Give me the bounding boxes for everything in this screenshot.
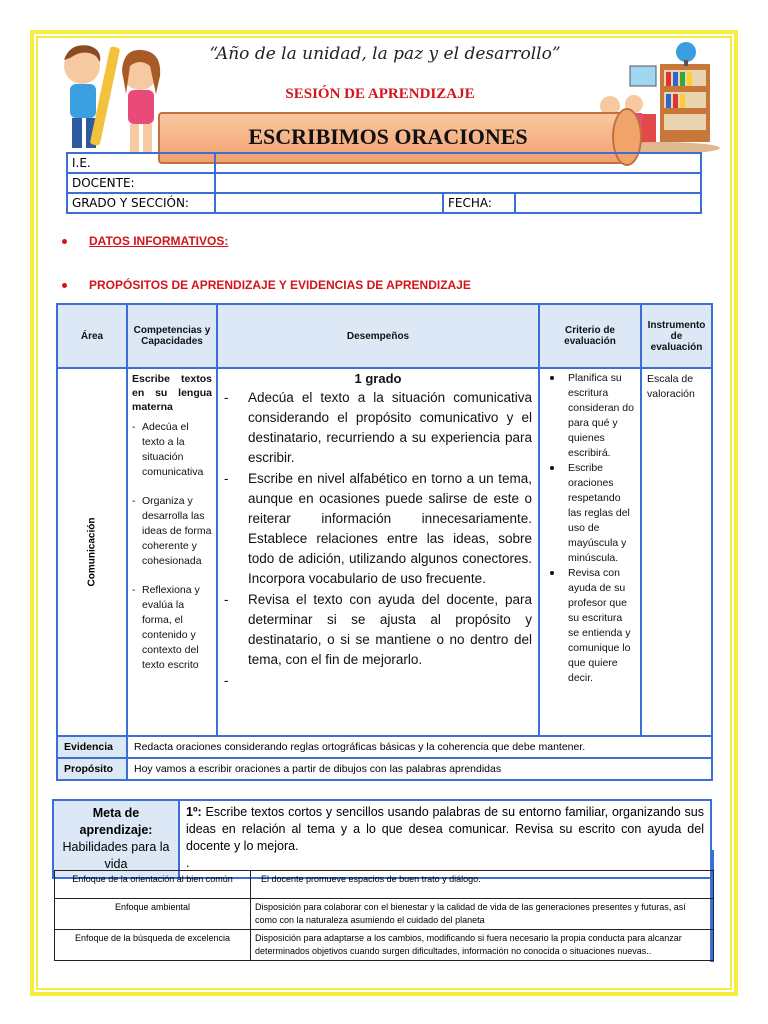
- criterio-item: Revisa con ayuda de su profesor que su escritura se entienda y comunique lo que quiere decir.: [544, 566, 636, 686]
- ie-value: [215, 153, 701, 173]
- section-datos: DATOS INFORMATIVOS:: [62, 234, 228, 248]
- meta-section: [52, 799, 716, 879]
- capacidad-item: - Reflexiona y evalúa la forma, el contenido y contexto del texto escrito: [132, 583, 212, 673]
- evidencia-label: Evidencia: [57, 736, 127, 758]
- section-propositos: PROPÓSITOS DE APRENDIZAJE Y EVIDENCIAS DE APRENDIZAJE: [62, 278, 471, 292]
- fecha-value: [515, 193, 701, 213]
- grado-heading: 1 grado: [354, 371, 402, 386]
- competencias-cell: [127, 368, 217, 736]
- header-area: Área: [57, 304, 127, 368]
- ie-label: I.E.: [67, 153, 215, 173]
- desempenos-cell: [217, 368, 539, 736]
- page-title: ESCRIBIMOS ORACIONES: [248, 124, 528, 149]
- header-desempenos: Desempeños: [217, 304, 539, 368]
- instrumento-value: Escala de valoración: [641, 368, 712, 736]
- meta-extra: .: [186, 856, 190, 870]
- enfoque-text: Disposición para colaborar con el bienestar y la calidad de vida de las generaciones presentes y futuras, así como con la naturaleza asumiendo el cuidado del planeta: [251, 899, 714, 930]
- meta-sublabel: Habilidades para la vida: [62, 840, 170, 871]
- desempeno-item: - Revisa el texto con ayuda del docente, para determinar si se ajusta al propósito y destinatario, o si se mantiene o no dentro del tema, con el fin de mejorarlo.: [224, 590, 532, 670]
- header-criterio: Criterio de evaluación: [539, 304, 641, 368]
- grado-value: [215, 193, 443, 213]
- info-table: [66, 152, 702, 214]
- desempeno-item: - Escribe en nivel alfabético en torno a un tema, aunque en ocasiones puede salirse de este o reiterar información innecesariamente. Establece relaciones entre las ideas, sobre todo de adición, utilizando algunos conectores. Incorpora vocabulario de uso frecuente.: [224, 469, 532, 589]
- propositos-table: [56, 303, 713, 781]
- meta-table: [52, 799, 712, 879]
- area-cell: [57, 368, 127, 736]
- capacidad-item: - Organiza y desarrolla las ideas de forma coherente y cohesionada: [132, 494, 212, 569]
- competencia-title: Escribe textos en su lengua materna: [132, 373, 212, 413]
- proposito-value: Hoy vamos a escribir oraciones a partir de dibujos con las palabras aprendidas: [127, 758, 712, 780]
- motto-text: “Año de la unidad, la paz y el desarrollo”: [209, 44, 561, 64]
- session-label: SESIÓN DE APRENDIZAJE: [285, 86, 475, 102]
- proposito-label: Propósito: [57, 758, 127, 780]
- meta-prefix: 1º:: [186, 805, 202, 819]
- meta-label-cell: [53, 800, 179, 878]
- capacidad-item: - Adecúa el texto a la situación comunicativa: [132, 420, 212, 480]
- meta-label: Meta de aprendizaje:: [79, 806, 153, 837]
- desempeno-item: - Adecúa el texto a la situación comunicativa considerando el propósito comunicativo y el destinatario, recurriendo a su experiencia para escribir.: [224, 388, 532, 468]
- meta-text: Escribe textos cortos y sencillos usando palabras de su entorno familiar, organizando sus ideas en relación al tema y a lo que desea comunicar. Revisa su escrito con ayuda del docente y lo mejora.: [186, 805, 704, 853]
- criterios-cell: [539, 368, 641, 736]
- enfoque-text: Disposición para adaptarse a los cambios, modificando si fuera necesario la propia conducta para alcanzar determinados objetivos cuando surgen dificultades, información no conocida o situaciones nuevas..: [251, 930, 714, 961]
- docente-label: DOCENTE:: [67, 173, 215, 193]
- criterio-item: Planifica su escritura consideran do para qué y quienes escribirá.: [544, 371, 636, 461]
- meta-text-cell: [179, 800, 711, 878]
- evidencia-value: Redacta oraciones considerando reglas ortográficas básicas y la coherencia que debe mantener.: [127, 736, 712, 758]
- enfoque-name: Enfoque ambiental: [55, 899, 251, 930]
- area-name: Comunicación: [86, 517, 98, 587]
- criterio-item: Escribe oraciones respetando las reglas del uso de mayúscula y minúscula.: [544, 461, 636, 566]
- enfoque-name: Enfoque de la búsqueda de excelencia: [55, 930, 251, 961]
- enfoque-text: El docente promueve espacios de buen trato y diálogo.: [251, 871, 714, 899]
- header-instrumento: Instrumento de evaluación: [641, 304, 712, 368]
- header-competencias: Competencias y Capacidades: [127, 304, 217, 368]
- grado-label: GRADO Y SECCIÓN:: [67, 193, 215, 213]
- docente-value: [215, 173, 701, 193]
- fecha-label: FECHA:: [443, 193, 515, 213]
- enfoques-table: [54, 870, 714, 961]
- enfoque-name: Enfoque de la orientación al bien común: [55, 871, 251, 899]
